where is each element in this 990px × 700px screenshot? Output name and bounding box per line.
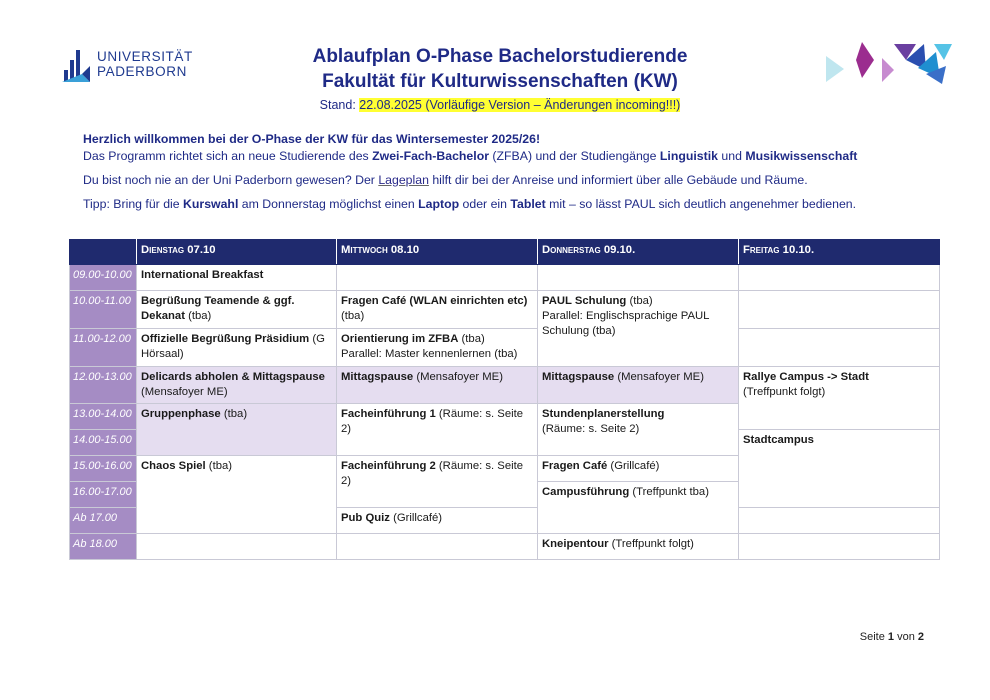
stand-highlight: 22.08.2025 (Vorläufige Version – Änderungen incoming!!!): [359, 98, 681, 112]
event-title: Fragen Café: [542, 460, 608, 472]
event-cell: [337, 329, 538, 367]
event-cell: [337, 367, 538, 404]
header-friday-label: Freitag 10.10.: [743, 244, 815, 256]
event-detail: (tba): [341, 310, 365, 322]
logo-text: [97, 49, 193, 79]
event-cell: [739, 367, 940, 430]
event-cell: [538, 367, 739, 404]
event-title: Mittagspause: [341, 371, 414, 383]
header-thursday: [538, 240, 739, 265]
event-detail: (Grillcafé): [389, 512, 443, 524]
empty-cell: [337, 534, 538, 560]
event-detail: (Räume: s. Seite 2): [341, 460, 524, 487]
event-title: Delicards abholen & Mittagspause: [141, 371, 325, 383]
event-detail: (tba): [626, 295, 653, 307]
event-cell: [137, 404, 337, 456]
time-cell: 14.00-15.00: [70, 430, 137, 456]
empty-cell: [137, 534, 337, 560]
lageplan-line: [83, 172, 923, 189]
intro-text: [83, 131, 923, 213]
event-detail: (Treffpunkt tba): [629, 486, 709, 498]
event-cell: [538, 291, 739, 367]
event-cell: [739, 430, 940, 508]
program-text-c: (ZFBA) und der Studiengänge: [489, 149, 660, 163]
event-detail: (tba): [205, 460, 233, 472]
tip-text-e: oder ein: [459, 197, 511, 211]
event-cell: [538, 456, 739, 482]
tip-tablet: Tablet: [510, 197, 546, 211]
event-title: Stadtcampus: [743, 434, 814, 446]
empty-cell: [538, 265, 739, 291]
event-cell: [337, 291, 538, 329]
empty-cell: [739, 329, 940, 367]
event-extra: Parallel: Englischsprachige PAUL Schulung (tba): [542, 310, 710, 337]
event-detail: (tba): [458, 333, 485, 345]
event-cell: [538, 482, 739, 534]
title-line1: Ablaufplan O-Phase Bachelorstudierende: [312, 46, 688, 67]
table-row: [70, 367, 940, 404]
event-title: Campusführung: [542, 486, 630, 498]
event-detail: (Mensafoyer ME): [614, 371, 704, 383]
page-current: 1: [887, 631, 895, 643]
empty-cell: [739, 508, 940, 534]
event-title: International Breakfast: [141, 269, 264, 281]
page-title: [220, 44, 780, 94]
event-cell: [337, 456, 538, 508]
header-tuesday: [137, 240, 337, 265]
time-cell: 16.00-17.00: [70, 482, 137, 508]
stand-label: Stand:: [319, 98, 360, 112]
event-cell: [538, 534, 739, 560]
time-cell: Ab 18.00: [70, 534, 137, 560]
header-friday: [739, 240, 940, 265]
page-number: [820, 631, 924, 643]
time-cell: 09.00-10.00: [70, 265, 137, 291]
event-title: Chaos Spiel: [141, 460, 206, 472]
time-cell: 13.00-14.00: [70, 404, 137, 430]
page-label: Seite: [859, 631, 888, 643]
time-cell: 15.00-16.00: [70, 456, 137, 482]
lageplan-text-b: hilft dir bei der Anreise und informiert über alle Gebäude und Räume.: [428, 173, 808, 187]
event-title: Facheinführung 1: [341, 408, 436, 420]
title-line2: Fakultät für Kulturwissenschaften (KW): [322, 71, 678, 92]
program-zfba: Zwei-Fach-Bachelor: [372, 149, 489, 163]
program-line: [83, 148, 923, 165]
table-row: [70, 534, 940, 560]
tip-laptop: Laptop: [418, 197, 460, 211]
program-linguistik: Linguistik: [659, 149, 718, 163]
event-detail: (Treffpunkt folgt): [743, 386, 826, 398]
event-title: Begrüßung Teamende & ggf. Dekanat: [141, 295, 295, 322]
university-logo-icon: [62, 44, 92, 84]
event-detail: (Räume: s. Seite 2): [542, 423, 640, 435]
event-cell: [337, 404, 538, 456]
event-detail: (G Hörsaal): [141, 333, 325, 360]
event-cell: [137, 291, 337, 329]
table-row: [70, 329, 940, 367]
event-extra: Parallel: Master kennenlernen (tba): [341, 348, 518, 360]
event-cell: [137, 329, 337, 367]
lageplan-link[interactable]: Lageplan: [378, 173, 429, 187]
event-detail: (Räume: s. Seite 2): [341, 408, 524, 435]
time-cell: 11.00-12.00: [70, 329, 137, 367]
empty-cell: [739, 291, 940, 329]
event-title: Rallye Campus -> Stadt: [743, 371, 869, 383]
welcome-line: [83, 131, 923, 148]
version-status: [220, 98, 780, 112]
event-detail: (Grillcafé): [607, 460, 660, 472]
event-detail: (tba): [184, 310, 212, 322]
event-title: Gruppenphase: [141, 408, 221, 420]
event-cell: [137, 265, 337, 291]
table-row: [70, 265, 940, 291]
event-title: Orientierung im ZFBA: [341, 333, 459, 345]
event-cell: [137, 456, 337, 534]
event-detail: (Mensafoyer ME): [413, 371, 503, 383]
tip-kurswahl: Kurswahl: [183, 197, 239, 211]
program-musik: Musikwissenschaft: [745, 149, 858, 163]
schedule-table: [69, 239, 940, 560]
tip-text-a: Tipp: Bring für die: [83, 197, 184, 211]
tip-text-g: mit – so lässt PAUL sich deutlich angenehmer bedienen.: [545, 197, 857, 211]
tip-text-c: am Donnerstag möglichst einen: [238, 197, 419, 211]
program-text-a: Das Programm richtet sich an neue Studierende des: [83, 149, 373, 163]
time-cell: 10.00-11.00: [70, 291, 137, 329]
event-title: Mittagspause: [542, 371, 615, 383]
event-cell: [538, 404, 739, 456]
header-wednesday: [337, 240, 538, 265]
header-tuesday-label: Dienstag 07.10: [141, 244, 216, 256]
empty-cell: [337, 265, 538, 291]
event-detail: (Mensafoyer ME): [141, 386, 228, 398]
event-cell: [137, 367, 337, 404]
event-title: PAUL Schulung: [542, 295, 627, 307]
tip-line: [83, 196, 923, 213]
logo-line1: UNIVERSITÄT: [97, 49, 193, 64]
program-text-e: und: [717, 149, 746, 163]
header-corner: [70, 240, 137, 265]
header-wednesday-label: Mittwoch 08.10: [341, 244, 420, 256]
table-header-row: [70, 240, 940, 265]
header-thursday-label: Donnerstag 09.10.: [542, 244, 636, 256]
logo-line2: PADERBORN: [97, 64, 187, 79]
empty-cell: [739, 265, 940, 291]
university-logo: [62, 44, 212, 86]
event-title: Kneipentour: [542, 538, 609, 550]
event-title: Stundenplanerstellung: [542, 408, 665, 420]
event-title: Facheinführung 2: [341, 460, 436, 472]
event-detail: (Treffpunkt folgt): [608, 538, 694, 550]
decorative-triangles-icon: [822, 38, 954, 86]
event-title: Offizielle Begrüßung Präsidium: [141, 333, 310, 345]
empty-cell: [739, 534, 940, 560]
event-cell: [337, 508, 538, 534]
time-cell: Ab 17.00: [70, 508, 137, 534]
event-title: Pub Quiz: [341, 512, 390, 524]
lageplan-text-a: Du bist noch nie an der Uni Paderborn gewesen? Der: [83, 173, 379, 187]
page-total: 2: [917, 631, 924, 643]
event-title: Fragen Café (WLAN einrichten etc): [341, 295, 528, 307]
event-detail: (tba): [220, 408, 248, 420]
welcome-text: Herzlich willkommen bei der O-Phase der KW für das Wintersemester 2025/26!: [83, 132, 541, 146]
table-row: [70, 291, 940, 329]
page-of: von: [894, 631, 918, 643]
time-cell: 12.00-13.00: [70, 367, 137, 404]
